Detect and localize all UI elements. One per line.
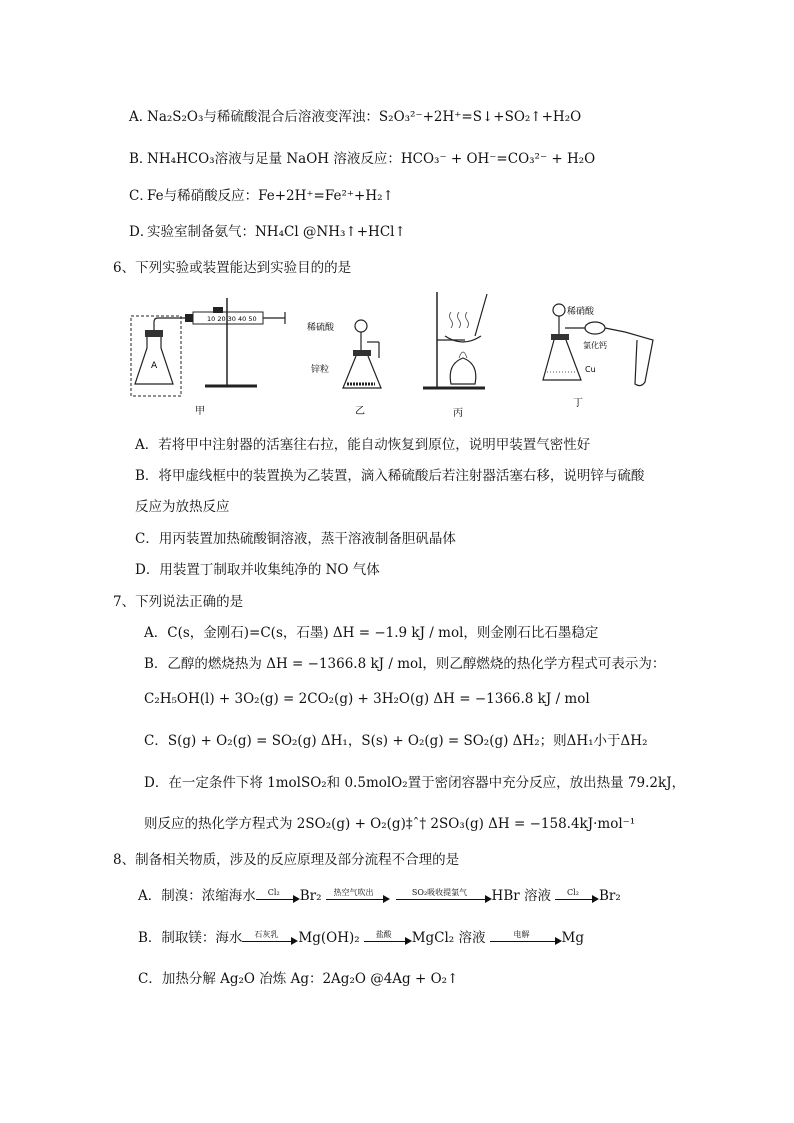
caption-bing: 丙 <box>453 408 463 419</box>
q8-b-product-3: Mg <box>561 930 584 946</box>
label-zinc: 锌粒 <box>311 365 330 375</box>
reaction-arrow: Cl₂ <box>256 888 300 906</box>
q7-option-c: C．S(g) + O₂(g) = SO₂(g) ΔH₁，S(s) + O₂(g) = SO₂(g) ΔH₂；则ΔH₁小于ΔH₂ <box>144 733 648 749</box>
q8-option-a <box>138 887 621 906</box>
reaction-arrow: SO₂吸收提氯气 <box>396 888 492 906</box>
q5-option-d: 实验室制备氨气：NH₄Cl @NH₃↑+HCl↑ <box>147 224 406 240</box>
q5-option-d-label: D． <box>129 224 154 240</box>
q5-option-c-label: C． <box>129 188 153 204</box>
q5-option-b-label: B． <box>129 151 153 167</box>
apparatus-ding <box>543 304 653 409</box>
q7-option-d-line1: D．在一定条件下将 1molSO₂和 0.5molO₂置于密闭容器中充分反应，放出热量 79.2kJ， <box>144 775 686 791</box>
label-copper: Cu <box>585 365 596 374</box>
caption-yi: 乙 <box>355 406 365 417</box>
reaction-arrow: 电解 <box>490 930 562 948</box>
flask-label-a: A <box>151 361 158 371</box>
reaction-arrow: Cl₂ <box>555 888 599 906</box>
apparatus-yi <box>307 320 381 417</box>
reaction-arrow: 石灰乳 <box>242 930 298 948</box>
apparatus-jia <box>131 298 285 417</box>
q8-b-product-2: MgCl₂ 溶液 <box>411 930 486 946</box>
apparatus-bing <box>423 292 487 419</box>
q8-a-product-4: Br₂ <box>599 888 621 904</box>
q8-a-prefix: A．制溴：浓缩海水 <box>138 888 256 904</box>
syringe-scale: 10 20 30 40 50 <box>207 315 257 323</box>
reaction-arrow: 盐酸 <box>364 930 412 948</box>
q5-option-c: Fe与稀硝酸反应：Fe+2H⁺=Fe²⁺+H₂↑ <box>147 188 394 204</box>
q7-stem: 7、下列说法正确的是 <box>113 594 244 610</box>
q5-option-a: Na₂S₂O₃与稀硫酸混合后溶液变浑浊：S₂O₃²⁻+2H⁺=S↓+SO₂↑+H₂O <box>147 109 582 125</box>
caption-jia: 甲 <box>195 406 205 417</box>
q8-b-prefix: B．制取镁：海水 <box>138 930 243 946</box>
q6-option-d: D．用装置丁制取并收集纯净的 NO 气体 <box>135 562 380 578</box>
label-calcium-chloride: 氯化钙 <box>583 341 607 350</box>
q5-option-a-label: A． <box>129 109 153 125</box>
q8-a-product-3: HBr 溶液 <box>491 888 551 904</box>
q6-option-b-line1: B．将甲虚线框中的装置换为乙装置，滴入稀硫酸后若注射器活塞右移，说明锌与硫酸 <box>135 468 645 484</box>
label-dilute-sulfuric: 稀硫酸 <box>307 323 335 333</box>
caption-ding: 丁 <box>573 398 583 409</box>
q7-option-b-equation: C₂H₅OH(l) + 3O₂(g) = 2CO₂(g) + 3H₂O(g) ΔH = −1366.8 kJ / mol <box>144 691 590 707</box>
q7-option-b-line1: B．乙醇的燃烧热为 ΔH = −1366.8 kJ / mol，则乙醇燃烧的热化学方程式可表示为： <box>144 656 666 672</box>
q8-a-product-1: Br₂ <box>299 888 322 904</box>
q6-option-c: C．用丙装置加热硫酸铜溶液，蒸干溶液制备胆矾晶体 <box>135 531 456 547</box>
q6-option-b-line2: 反应为放热反应 <box>135 499 230 515</box>
q8-option-c: C．加热分解 Ag₂O 冶炼 Ag：2Ag₂O @4Ag + O₂↑ <box>138 971 459 987</box>
q5-option-b: NH₄HCO₃溶液与足量 NaOH 溶液反应：HCO₃⁻ + OH⁻=CO₃²⁻ + H₂O <box>147 151 596 167</box>
q8-b-product-1: Mg(OH)₂ <box>298 930 360 946</box>
q7-option-a: A．C(s，金刚石)=C(s，石墨) ΔH = −1.9 kJ / mol，则金刚石比石墨稳定 <box>144 625 599 641</box>
q6-apparatus-figure <box>125 288 685 424</box>
q8-stem: 8、制备相关物质，涉及的反应原理及部分流程不合理的是 <box>113 852 460 868</box>
q7-option-d-line2: 则反应的热化学方程式为 2SO₂(g) + O₂(g)‡ˆ† 2SO₃(g) ΔH = −158.4kJ·mol⁻¹ <box>144 816 636 832</box>
reaction-arrow: 热空气吹出 <box>326 888 390 906</box>
q8-option-b <box>138 929 584 948</box>
q6-stem: 6、下列实验或装置能达到实验目的的是 <box>113 260 352 276</box>
q6-option-a: A．若将甲中注射器的活塞往右拉，能自动恢复到原位，说明甲装置气密性好 <box>135 437 591 453</box>
label-dilute-nitric: 稀硝酸 <box>567 307 595 317</box>
